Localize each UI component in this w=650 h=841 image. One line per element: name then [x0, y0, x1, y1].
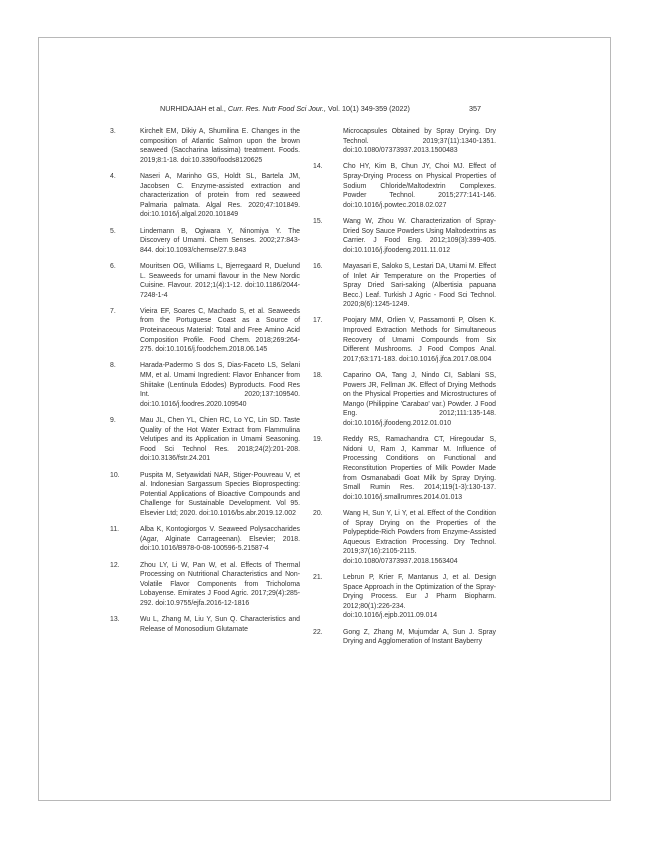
reference-number: 3. — [110, 128, 116, 135]
reference-number: 13. — [110, 616, 120, 624]
reference-item — [110, 172, 300, 220]
reference-item — [110, 416, 300, 464]
reference-item — [110, 127, 300, 165]
reference-text: Naseri A, Marinho GS, Holdt SL, Bartela JM, Jacobsen C. Enzyme-assisted extraction and characterization of protein from red seaweed Palmaria palmata. Algal Res. 2020;47:101849. doi:10.1016/j.algal.2020.101849 — [140, 172, 300, 219]
header-volume: Vol. 10(1) 349-359 (2022) — [328, 104, 410, 113]
reference-number: 5. — [110, 227, 116, 235]
reference-item — [313, 316, 496, 364]
reference-item — [110, 615, 300, 634]
reference-text: Caparino OA, Tang J, Nindo CI, Sablani SS, Powers JR, Fellman JK. Effect of Drying Methods on the Physical Properties and Microstructures of Mango (Philippine 'Carabao' var.) Powder. J Food Eng. 2012;111:135-148. doi:10.1016/j.jfoodeng.2012.01.010 — [343, 372, 496, 427]
reference-text: Kirchelt EM, Dikiy A, Shumilina E. Changes in the composition of Atlantic Salmon upon the brown seaweed (Saccharina latissima) treatment. Foods. 2019;8:1-18. doi:10.3390/foods8120625 — [140, 128, 300, 164]
reference-item — [313, 573, 496, 621]
reference-number: 12. — [110, 561, 120, 569]
reference-number: 17. — [313, 317, 323, 325]
reference-item — [110, 471, 300, 519]
reference-column-right — [313, 127, 496, 653]
reference-number: 20. — [313, 509, 323, 517]
reference-item — [110, 561, 300, 609]
reference-number: 19. — [313, 436, 323, 444]
reference-text: Wu L, Zhang M, Liu Y, Sun Q. Characteristics and Release of Monosodium Glutamate — [140, 616, 300, 633]
running-header — [160, 104, 482, 113]
reference-column-left — [110, 127, 300, 641]
reference-number: 4. — [110, 172, 116, 180]
reference-number: 8. — [110, 362, 116, 370]
reference-text: Wang H, Sun Y, Li Y, et al. Effect of the Condition of Spray Drying on the Properties of the Polypeptide-Rich Powders from Enzyme-Assisted Aqueous Extraction Processing. Dry Technol. 2019;37(16):2105-2115. doi:10.1080/07373937.2018.1563404 — [343, 509, 496, 565]
reference-text: Reddy RS, Ramachandra CT, Hiregoudar S, Nidoni U, Ram J, Kammar M. Influence of Processing Conditions on Functional and Reconstitution Properties of Milk Powder Made from Osmanabadi Goat Milk by Spray Drying. Small Rumin Res. 2014;119(1-3):130-137. doi:10.1016/j.smallrumres.2014.01.013 — [343, 436, 496, 501]
reference-text: Mouritsen OG, Williams L, Bjerregaard R, Duelund L. Seaweeds for umami flavour in the New Nordic Cuisine. Flavour. 2012;1(4):1-12. doi:10.1186/2044-7248-1-4 — [140, 262, 300, 299]
header-journal: Curr. Res. Nutr Food Sci Jour., — [227, 104, 327, 113]
reference-text: Lebrun P, Krier F, Mantanus J, et al. Design Space Approach in the Optimization of the Spray-Drying Process. Eur J Pharm Biopharm. 2012;80(1):226-234. doi:10.1016/j.ejpb.2011.09.014 — [343, 574, 496, 620]
reference-item — [313, 217, 496, 255]
reference-item — [110, 227, 300, 256]
reference-item — [313, 628, 496, 647]
reference-item — [110, 525, 300, 554]
reference-item — [110, 262, 300, 300]
reference-text: Lindemann B, Ogiwara Y, Ninomiya Y. The Discovery of Umami. Chem Senses. 2002;27:843-844. doi:10.1093/chemse/27.9.843 — [140, 227, 300, 254]
reference-text: Vieira EF, Soares C, Machado S, et al. Seaweeds from the Portuguese Coast as a Source of Proteinaceous Material: Total and Free Amino Acid Composition Profile. Food Chem. 2018;269:264-275. doi:10.1016/j.foodchem.2018.06.145 — [140, 307, 300, 354]
reference-number: 10. — [110, 471, 120, 479]
reference-number: 18. — [313, 372, 323, 380]
reference-number: 14. — [313, 163, 323, 171]
reference-number: 21. — [313, 574, 323, 582]
reference-item — [313, 162, 496, 210]
reference-number: 15. — [313, 217, 323, 225]
reference-number: 22. — [313, 628, 323, 636]
reference-number: 9. — [110, 417, 116, 424]
reference-text: Gong Z, Zhang M, Mujumdar A, Sun J. Spray Drying and Agglomeration of Instant Bayberry — [343, 628, 496, 646]
reference-text: Mau JL, Chen YL, Chien RC, Lo YC, Lin SD. Taste Quality of the Hot Water Extract from Flammulina Velutipes and its Application in Umami Seasoning. Food Sci Technol Res. 2018;24(2):201-208. doi:10.3136/fstr.24.201 — [140, 417, 300, 463]
reference-text: Wang W, Zhou W. Characterization of Spray-Dried Soy Sauce Powders Using Maltodextrins as Carrier. J Food Eng. 2012;109(3):399-405. doi:10.1016/j.jfoodeng.2011.11.012 — [343, 217, 496, 254]
reference-item — [110, 361, 300, 409]
header-authors: NURHIDAJAH et al., — [160, 104, 226, 113]
reference-text: Harada-Padermo S dos S, Dias-Faceto LS, Selani MM, et al. Umami Ingredient: Flavor Enhancer from Shiitake (Lentinula Edodes) Byproducts. Food Res Int. 2020;137:109540. doi:10.1016/j.foodres.2020.109540 — [140, 362, 300, 408]
reference-number: 6. — [110, 262, 116, 270]
reference-item — [313, 509, 496, 567]
reference-number: 7. — [110, 307, 116, 315]
reference-text: Cho HY, Kim B, Chun JY, Choi MJ. Effect of Spray-Drying Process on Physical Properties of Sodium Chloride/Maltodextrin Complexes. Powder Technol. 2015;277:141-146. doi:10.1016/j.powtec.2018.02.027 — [343, 163, 496, 209]
reference-item — [110, 307, 300, 355]
reference-text: Zhou LY, Li W, Pan W, et al. Effects of Thermal Processing on Nutritional Characteristics and Non-Volatile Flavor Components from Tricholoma Lobayense. Emirates J Food Agric. 2017;29(4):285-292. doi:10.9755/ejfa.2016-12-1816 — [140, 561, 300, 607]
reference-text: Poojary MM, Orlien V, Passamonti P, Olsen K. Improved Extraction Methods for Simultaneous Recovery of Umami Compounds from Six Different Mushrooms. J Food Compos Anal. 2017;63:171-183. doi:10.1016/j.jfca.2017.08.004 — [343, 317, 496, 363]
reference-text: Mayasari E, Saloko S, Lestari DA, Utami M. Effect of Inlet Air Temperature on the Properties of Spray Dried Sari-saking (Albertisia papuana Becc.) Leaf. Turkish J Agric - Food Sci Technol. 2020;8(6):1245-1249. — [343, 262, 496, 309]
reference-continuation: Microcapsules Obtained by Spray Drying. Dry Technol. 2019;37(11):1340-1351. doi:10.1080/07373937.2013.1500483 — [343, 128, 496, 155]
reference-item — [313, 371, 496, 429]
reference-number: 11. — [110, 526, 120, 534]
reference-number: 16. — [313, 262, 323, 270]
reference-text: Puspita M, Setyawidati NAR, Stiger-Pouvreau V, et al. Indonesian Sargassum Species Bioprospecting: Potential Applications of Bioactive Compounds and Challenge for Sustainable Development. Vol 95. Elsevier Ltd; 2020. doi:10.1016/bs.abr.2019.12.002 — [140, 471, 300, 517]
reference-text: Alba K, Kontogiorgos V. Seaweed Polysaccharides (Agar, Alginate Carrageenan). Elsevier; 2018. doi:10.1016/B978-0-08-100596-5.21587-4 — [140, 526, 300, 553]
reference-item — [313, 435, 496, 502]
page-number: 357 — [469, 104, 481, 113]
reference-item — [313, 262, 496, 310]
